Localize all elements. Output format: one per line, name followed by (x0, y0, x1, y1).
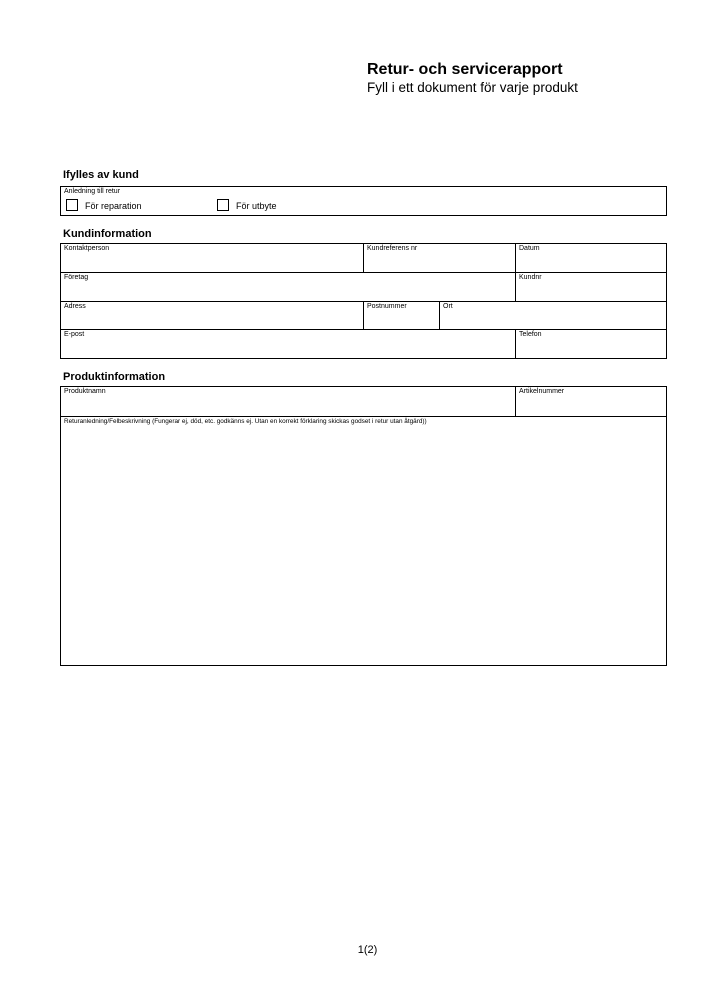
return-reason-box (60, 186, 667, 216)
customer-section-heading: Ifylles av kund (63, 169, 139, 181)
company-field[interactable]: Företag (64, 274, 89, 281)
customer-info-heading: Kundinformation (63, 228, 152, 240)
product-name-field[interactable]: Produktnamn (64, 388, 106, 395)
postal-code-field[interactable]: Postnummer (367, 303, 407, 310)
date-field[interactable]: Datum (519, 245, 540, 252)
customer-info-table (60, 243, 667, 359)
return-reason-label: Anledning till retur (64, 188, 121, 195)
customer-no-field[interactable]: Kundnr (519, 274, 542, 281)
phone-field[interactable]: Telefon (519, 331, 542, 338)
exchange-checkbox[interactable] (217, 199, 229, 211)
address-field[interactable]: Adress (64, 303, 86, 310)
return-reason-description-field[interactable]: Returanledning/Felbeskrivning (Fungerar ej, död, etc. godkänns ej. Utan en korrekt förklaring skickas godset i retur utan åtgärd)) (64, 418, 427, 425)
exchange-option-label: För utbyte (236, 201, 277, 211)
email-field[interactable]: E-post (64, 331, 85, 338)
contact-person-field[interactable]: Kontaktperson (64, 245, 110, 252)
customer-ref-field[interactable]: Kundreferens nr (367, 245, 418, 252)
repair-checkbox[interactable] (66, 199, 78, 211)
product-info-heading: Produktinformation (63, 371, 166, 383)
page-number: 1(2) (357, 944, 378, 956)
document-title: Retur- och servicerapport (367, 61, 563, 78)
product-info-table (60, 386, 667, 666)
city-field[interactable]: Ort (443, 303, 453, 310)
document-subtitle: Fyll i ett dokument för varje produkt (367, 80, 578, 95)
repair-option-label: För reparation (85, 201, 142, 211)
article-no-field[interactable]: Artikelnummer (519, 388, 565, 395)
